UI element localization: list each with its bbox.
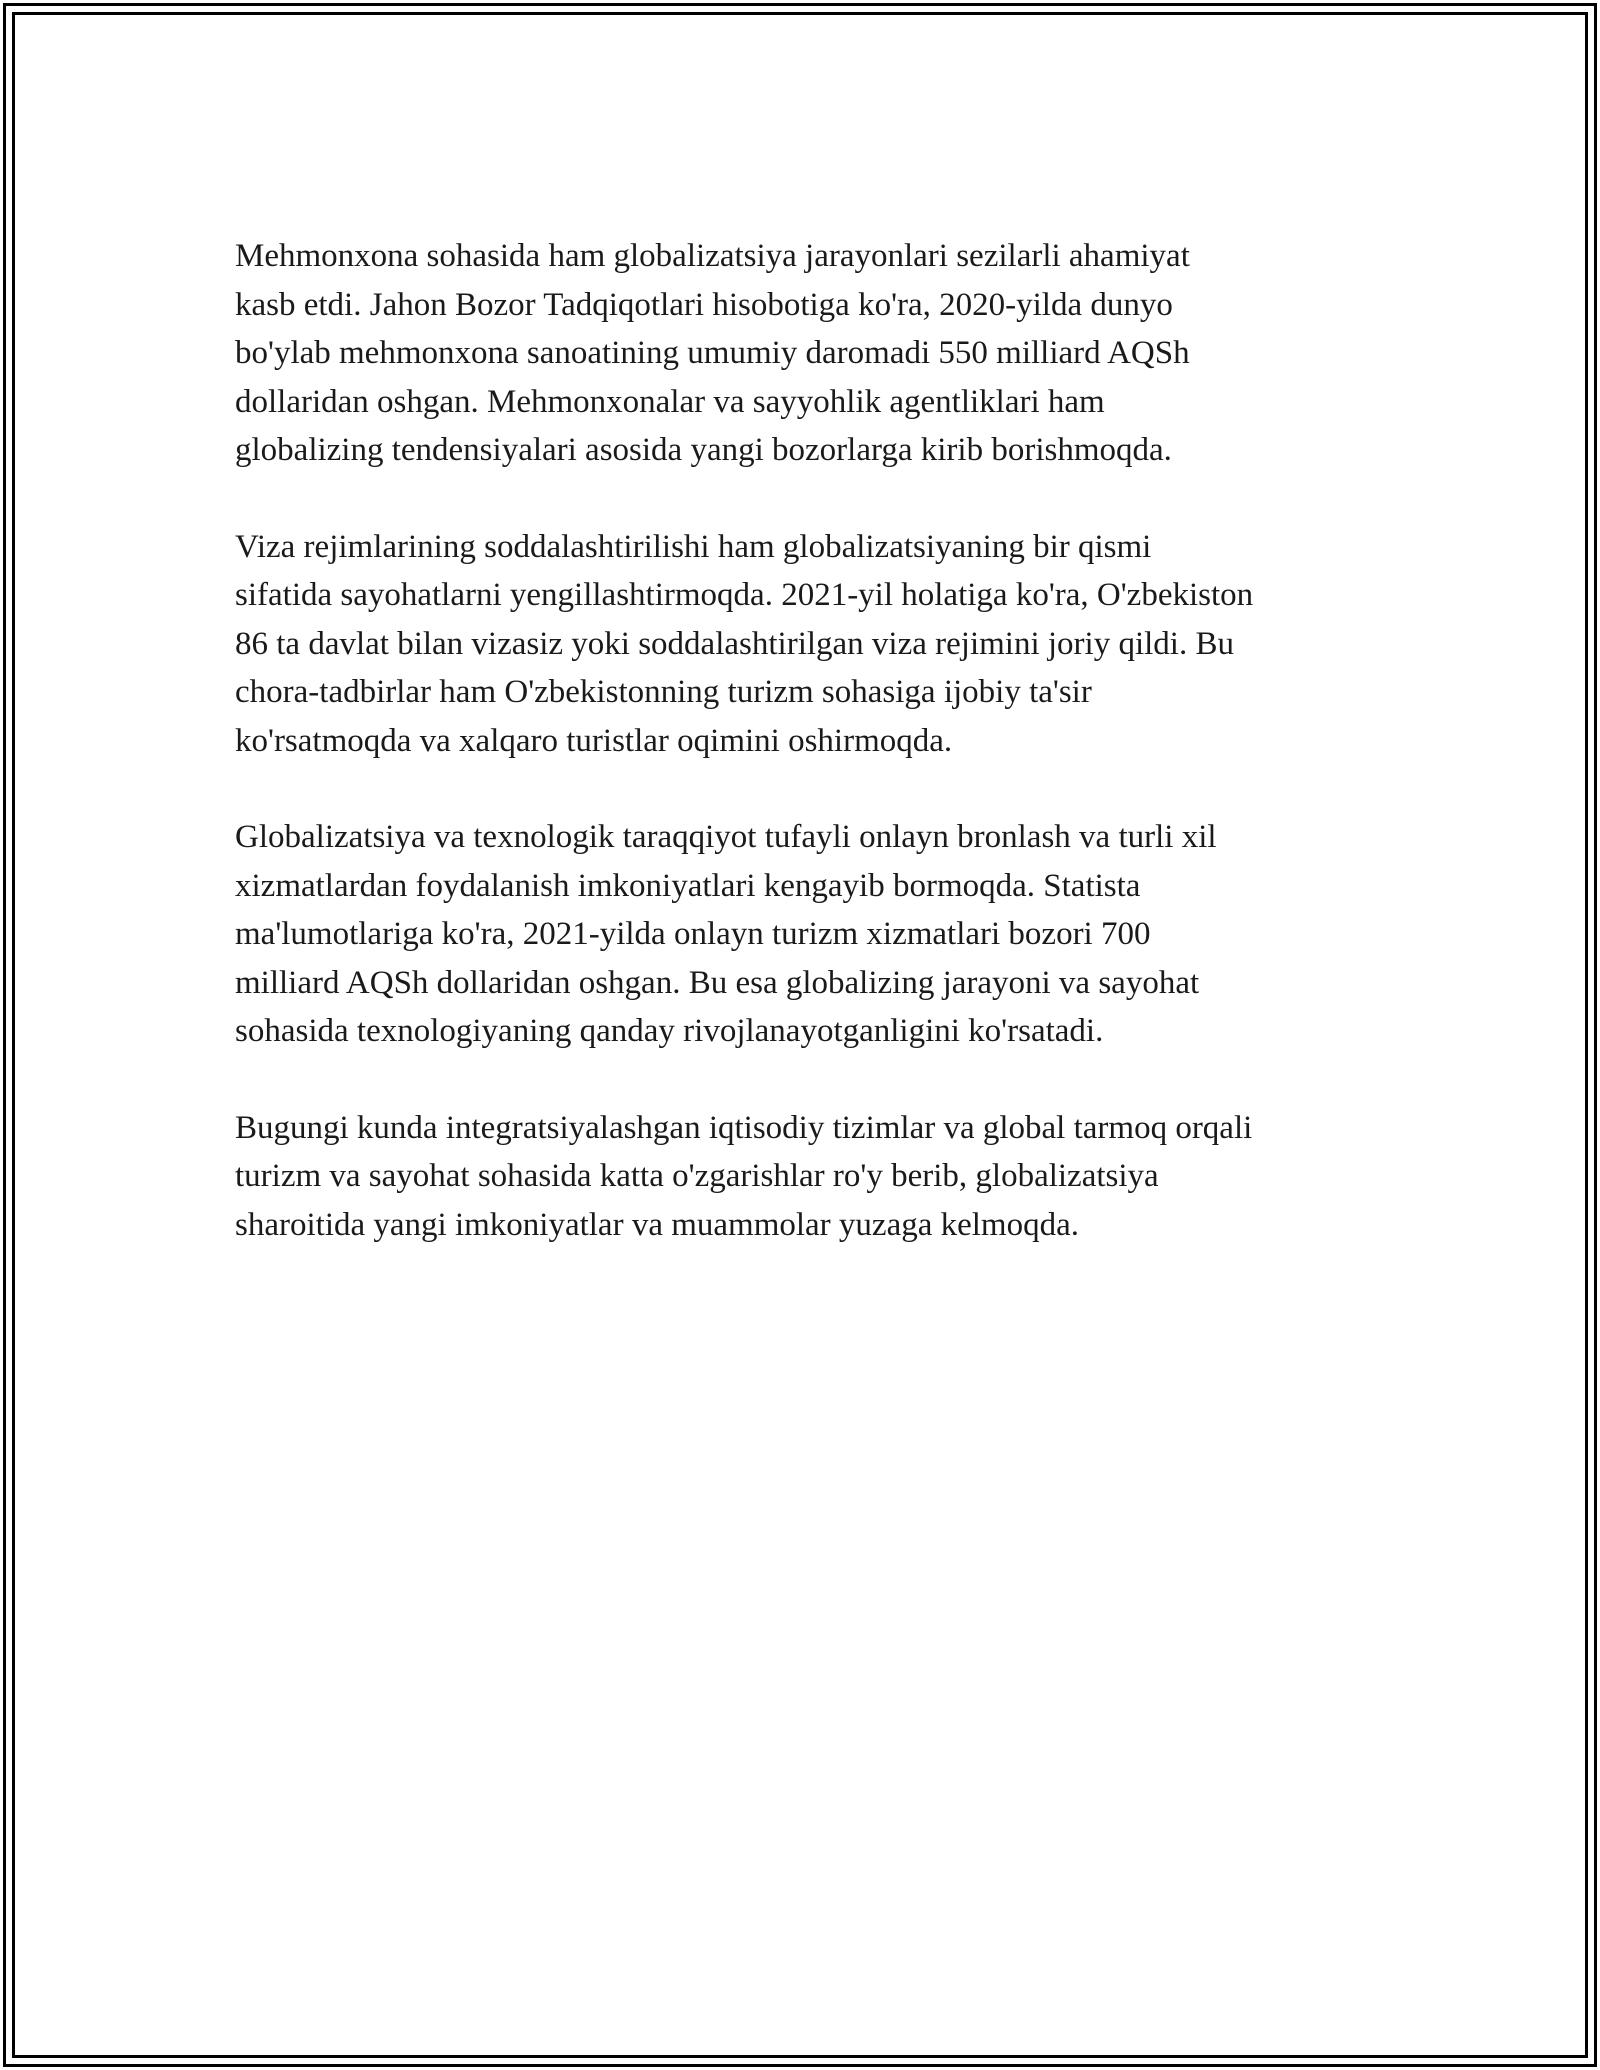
paragraph-hospitality: Mehmonxona sohasida ham globalizatsiya jarayonlari sezilarli ahamiyat kasb etdi. Jahon Bozor Tadqiqotlari hisobotiga ko'ra, 2020-yilda dunyo bo'ylab mehmonxona sanoatining umumiy daromadi 550 milliard AQSh dollaridan oshgan. Mehmonxonalar va sayyohlik agentliklari ham globalizing tendensiyalari asosida yangi bozorlarga kirib borishmoqda. [235,238,1190,468]
paragraph-conclusion: Bugungi kunda integratsiyalashgan iqtisodiy tizimlar va global tarmoq orqali turizm va sayohat sohasida katta o'zgarishlar ro'y berib, globalizatsiya sharoitida yangi imkoniyatlar va muammolar yuzaga kelmoqda. [235,1109,1253,1243]
paragraph-visa-regimes: Viza rejimlarining soddalashtirilishi ham globalizatsiyaning bir qismi sifatida sayohatlarni yengillashtirmoqda. 2021-yil holatiga ko'ra, O'zbekiston 86 ta davlat bilan vizasiz yoki soddalashtirilgan viza rejimini joriy qildi. Bu chora-tadbirlar ham O'zbekistonning turizm sohasiga ijobiy ta'sir ko'rsatmoqda va xalqaro turistlar oqimini oshirmoqda. [235,528,1254,759]
paragraph-online-services: Globalizatsiya va texnologik taraqqiyot tufayli onlayn bronlash va turli xil xizmatlardan foydalanish imkoniyatlari kengayib bormoqda. Statista ma'lumotlariga ko'ra, 2021-yilda onlayn turizm xizmatlari bozori 700 milliard AQSh dollaridan oshgan. Bu esa globalizing jarayoni va sayohat sohasida texnologiyaning qanday rivojlanayotganligini ko'rsatadi. [235,819,1217,1049]
document-body [235,232,1395,1297]
